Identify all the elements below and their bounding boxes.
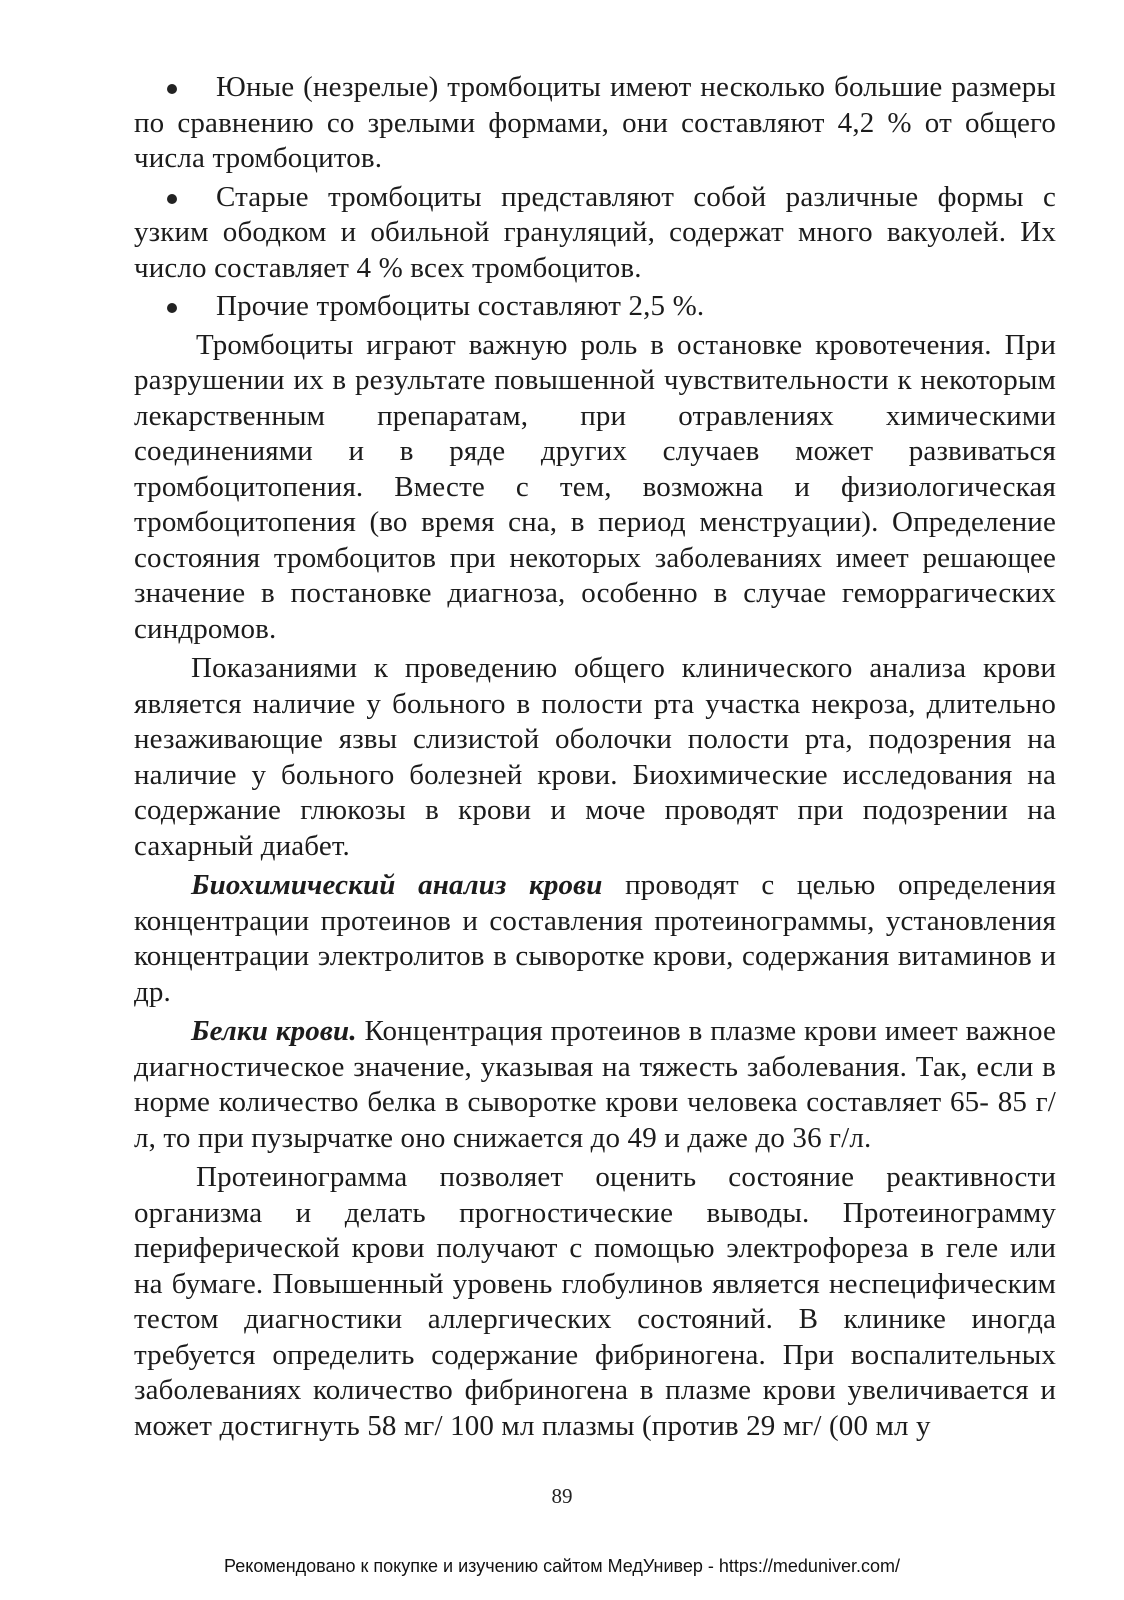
bullet-item [134,289,1056,325]
paragraph-text: Концентрация протеинов в плазме крови имеет важное диагностическое значение, указывая на тяжесть заболевания. Так, если в норме количество белка в сыворотке крови человека составляет 65- 85 г/л, то при пузырчатке оно снижается до 49 и даже до 36 г/л. [134,1015,1056,1154]
paragraph-indications: Показаниями к проведению общего клинического анализа крови является наличие у больного в полости рта участка некроза, длительно незаживающие язвы слизистой оболочки полости рта, подозрения на наличие у больного болезней крови. Биохимические исследования на содержание глюкозы в крови и моче проводят при подозрении на сахарный диабет. [134,652,1056,862]
term-blood-proteins: Белки крови. [191,1015,357,1047]
paragraph-proteinogram: Протеинограмма позволяет оценить состояние реактивности организма и делать прогностические выводы. Протеинограмму периферической крови получают с помощью электрофореза в геле или на бумаге. Повышенный уровень глобулинов является неспецифическим тестом диагностики аллергических состояний. В клинике иногда требуется определить содержание фибриногена. При воспалительных заболеваниях количество фибриногена в плазме крови увеличивается и может достигнуть 58 мг/ 100 мл плазмы (против 29 мг/ (00 мл у [134,1161,1056,1442]
bullet-item [134,180,1056,287]
paragraph-biochemical-analysis [134,868,1056,1010]
bullet-text: Старые тромбоциты представляют собой различные формы с узким ободком и обильной грануляций, содержат много вакуолей. Их число составляет 4 % всех тромбоцитов. [134,180,1056,284]
paragraph-text: проводят с целью определения концентрации протеинов и составления протеинограммы, установления концентрации электролитов в сыворотке крови, содержания витаминов и др. [134,869,1057,1008]
bullet-icon [167,194,177,204]
footer-note: Рекомендовано к покупке и изучению сайтом МедУнивер - https://meduniver.com/ [224,1556,900,1576]
page-body [134,70,1056,1448]
bullet-item [134,70,1056,177]
paragraph-thrombocytes: Тромбоциты играют важную роль в остановке кровотечения. При разрушении их в результате повышенной чувствительности к некоторым лекарственным препаратам, при отравлениях химическими соединениями и в ряде других случаев может развиваться тромбоцитопения. Вместе с тем, возможна и физиологическая тромбоцитопения (во время сна, в период менструации). Определение состояния тромбоцитов при некоторых заболеваниях имеет решающее значение в постановке диагноза, особенно в случае геморрагических синдромов. [134,328,1056,645]
bullet-icon [167,303,177,313]
term-biochemical-analysis: Биохимический анализ крови [191,869,603,901]
bullet-text: Прочие тромбоциты составляют 2,5 %. [216,290,705,322]
paragraph-blood-proteins [134,1014,1056,1156]
bullet-icon [167,84,177,94]
page-number: 89 [551,1484,573,1508]
bullet-text: Юные (незрелые) тромбоциты имеют несколько большие размеры по сравнению со зрелыми формами, они составляют 4,2 % от общего числа тромбоцитов. [134,71,1056,174]
